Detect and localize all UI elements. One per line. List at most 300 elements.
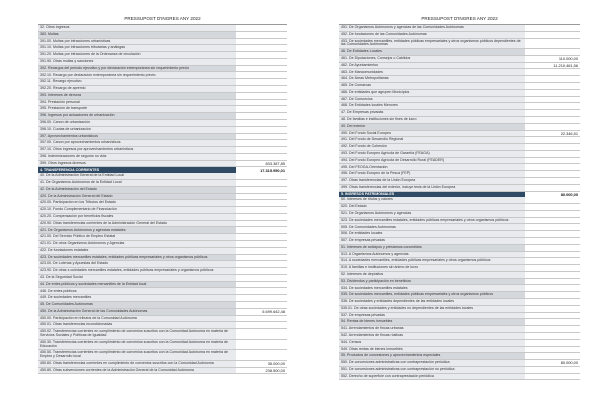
- table-row: [38, 134, 287, 141]
- row-description: 523. De sociedades mercantiles estatales, entidades públicas empresariales y otros organismos públicos: [339, 218, 525, 224]
- row-amount: [525, 90, 580, 96]
- table-row: [38, 268, 287, 275]
- row-description: 420.10. Fondo Complementario de Financiación: [38, 207, 236, 213]
- row-description: 551. De concesiones administrativas con contraprestación no periódica: [339, 367, 525, 373]
- row-description: 552. Derecho de superficie con contraprestación periódica: [339, 374, 525, 380]
- row-amount: [236, 194, 287, 200]
- row-amount: [525, 164, 580, 170]
- row-description: 535. De sociedades mercantiles, entidades públicas empresariales y otros organismos públicos: [339, 292, 525, 298]
- row-description: 421.01. De otros Organismos Autónomos y Agencias: [38, 241, 236, 247]
- row-amount: [236, 39, 287, 45]
- table-row: [339, 97, 580, 104]
- row-amount: [525, 333, 580, 339]
- table-row: [339, 76, 580, 83]
- row-description: 45. De Comunidades Autónomas: [38, 302, 236, 308]
- row-amount: [236, 127, 287, 133]
- row-description: 492. Del Fondo de Cohesión: [339, 144, 525, 150]
- row-description: 5. INGRESOS PATRIMONIALES: [339, 192, 525, 198]
- table-row: [38, 187, 287, 194]
- row-description: 423.90. De otras s ociedades mercantiles estatales, entidades públicas empresariales y organismos públicos: [38, 268, 236, 274]
- row-amount: [525, 83, 580, 89]
- row-description: 423. De sociedades mercantiles estatales, entidades públicas empresariales y otros organismos públicos: [38, 255, 236, 261]
- table-row: [339, 124, 580, 131]
- row-amount: 80.000,00: [560, 360, 578, 366]
- row-amount: [236, 140, 287, 146]
- row-description: 420.00. Participación en los Tributos del Estado: [38, 200, 236, 206]
- row-description: 513. A Organismos Autónomos y agencias: [339, 252, 525, 258]
- row-amount: [525, 252, 580, 258]
- row-description: 395. Prestación de transporte: [38, 106, 236, 112]
- budget-table-left: [38, 24, 287, 374]
- table-row: [38, 329, 287, 340]
- table-row: [38, 214, 287, 221]
- row-description: 52. Intereses de depósitos: [339, 272, 525, 278]
- row-description: 464. De Áreas Metropolitanas: [339, 76, 525, 82]
- table-row: [339, 272, 580, 279]
- row-amount: [525, 258, 580, 264]
- row-description: 505. De Comunidades Autónomas: [339, 224, 525, 230]
- row-amount: [236, 234, 287, 240]
- row-description: 450.00. Participación en tributos de la Comunidad Autónoma: [38, 316, 236, 322]
- table-row: [339, 185, 580, 192]
- row-amount: 80.000,00: [560, 191, 578, 197]
- row-description: 450.60. Otras transferencias corrientes en cumplimiento de convenios suscritos con la Comunidad Autónoma: [38, 361, 236, 367]
- row-description: 493. Del Fondo Europeo Agrícola de Garantía (FEAGA): [339, 151, 525, 157]
- table-row: [339, 56, 580, 63]
- row-amount: [236, 282, 287, 288]
- row-amount: [236, 295, 287, 301]
- table-row: [339, 231, 580, 238]
- table-row: [339, 131, 580, 138]
- row-amount: [236, 52, 287, 58]
- table-row: [38, 282, 287, 289]
- row-amount: [525, 69, 580, 75]
- table-row: [38, 340, 287, 351]
- row-description: 32. Otros ingresos: [38, 25, 236, 31]
- table-row: [38, 79, 287, 86]
- row-amount: [525, 299, 580, 305]
- row-description: 421. De Organismos Autónomos y agencias estatales: [38, 227, 236, 233]
- table-row: [38, 106, 287, 113]
- row-description: 49. Del exterior: [339, 124, 525, 130]
- table-row: [38, 361, 287, 368]
- row-amount: [525, 313, 580, 319]
- row-amount: [525, 197, 580, 203]
- row-amount: [236, 248, 287, 254]
- table-row: [38, 200, 287, 207]
- row-description: 43. De la Seguridad Social: [38, 275, 236, 281]
- table-row: [339, 49, 580, 56]
- table-row: [38, 241, 287, 248]
- row-amount: [236, 86, 287, 92]
- row-amount: [236, 221, 287, 227]
- row-amount: [236, 134, 287, 140]
- table-row: [339, 252, 580, 259]
- row-amount: [236, 350, 287, 360]
- row-amount: 238.500,00: [265, 367, 285, 373]
- row-description: 451. De Organismos Autónomos y agencias de las Comunidades Autónomas: [339, 25, 525, 31]
- row-amount: 17.315.950,01: [260, 167, 285, 173]
- row-amount: [525, 279, 580, 285]
- row-description: 47. De Empresas privadas: [339, 110, 525, 116]
- table-row: [339, 117, 580, 124]
- row-description: 537. De empresas privadas: [339, 313, 525, 319]
- row-amount: [236, 120, 287, 126]
- row-description: 393. Intereses de demora: [38, 93, 236, 99]
- row-amount: [525, 245, 580, 251]
- row-description: 391.90. Otras multas y sanciones: [38, 59, 236, 65]
- row-description: 48. De familias e instituciones sin fines de lucro: [339, 117, 525, 123]
- row-description: 392.11. Recargo ejecutivo: [38, 79, 236, 85]
- table-row: [38, 194, 287, 201]
- row-amount: 11.210.461,56: [553, 62, 578, 68]
- row-amount: [236, 322, 287, 328]
- row-amount: [525, 39, 580, 49]
- table-row: [38, 113, 287, 120]
- row-amount: [236, 93, 287, 99]
- row-description: 506. De entidades locales: [339, 231, 525, 237]
- row-amount: [525, 137, 580, 143]
- row-amount: [525, 353, 580, 359]
- row-amount: [236, 66, 287, 72]
- budget-table-right: [339, 24, 580, 380]
- row-amount: [236, 113, 287, 119]
- row-description: 392.10. Recargo por declaración extemporánea sin requerimiento previo: [38, 72, 236, 78]
- table-row: [38, 302, 287, 309]
- table-row: [339, 299, 580, 306]
- table-row: [339, 367, 580, 374]
- row-description: 450.02. Transferencias corrientes en cumplimiento de convenios suscritos con la Comunidad Autónoma en materia de Servicios Sociales y Políticas de Igualdad: [38, 329, 236, 339]
- right-column: [339, 13, 580, 380]
- table-row: [339, 265, 580, 272]
- row-description: 394. Prestación personal: [38, 100, 236, 106]
- row-description: 519. A familias e instituciones sin ánimo de lucro: [339, 265, 525, 271]
- row-description: 491. Del Fondo de Desarrollo Regional: [339, 137, 525, 143]
- table-row: [38, 221, 287, 228]
- row-description: 397. Aprovechamientos urbanísticos: [38, 134, 236, 140]
- row-description: 541. Arrendamientos de fincas urbanas: [339, 326, 525, 332]
- table-row: [38, 140, 287, 147]
- row-description: 462. De Ayuntamientos: [339, 63, 525, 69]
- row-description: 544. Censos: [339, 340, 525, 346]
- row-amount: [525, 347, 580, 353]
- table-row: [38, 350, 287, 361]
- row-description: 521. De Organismos Autónomos y agencias: [339, 211, 525, 217]
- row-amount: [236, 59, 287, 65]
- row-description: 495. Del FEOGA-Orientación: [339, 164, 525, 170]
- row-description: 452. De fundaciones de las Comunidades Autónomas: [339, 32, 525, 38]
- row-amount: [236, 173, 287, 179]
- row-amount: [236, 154, 287, 160]
- table-row: [339, 164, 580, 171]
- row-description: 550. De concesiones administrativas con contraprestación periódica: [339, 360, 525, 366]
- row-description: 514. A sociedades mercantiles, entidades públicas empresariales y otros organismos públicos: [339, 258, 525, 264]
- row-description: 450. De la Administración General de las Comunidades Autónomas: [38, 309, 236, 315]
- row-description: 398. Indemnizaciones de seguros no vida: [38, 154, 236, 160]
- row-amount: [236, 261, 287, 267]
- row-description: 421.00. Del Servicio Público de Empleo Estatal: [38, 234, 236, 240]
- table-row: [339, 245, 580, 252]
- row-description: 40. De la Administración General de la Entidad Local: [38, 173, 236, 179]
- row-amount: [525, 218, 580, 224]
- row-amount: [525, 110, 580, 116]
- table-row: [339, 83, 580, 90]
- table-row: [38, 173, 287, 180]
- row-amount: [236, 72, 287, 78]
- table-row: [339, 347, 580, 354]
- row-amount: [236, 32, 287, 38]
- row-description: 535.01. De otras sociedades y entidades no dependientes de las entidades locales: [339, 306, 525, 312]
- row-amount: [525, 326, 580, 332]
- row-description: 51. Intereses de anticipos y préstamos concedidos: [339, 245, 525, 251]
- row-description: 496. Del Fondo Europeo de la Pesca (FEP): [339, 171, 525, 177]
- row-description: 450.30. Transferencias corrientes en cumplimiento de convenios suscritos con la Comunidad Autónoma en materia de Educación: [38, 340, 236, 350]
- table-row: [38, 59, 287, 66]
- table-row: [339, 224, 580, 231]
- table-row: [339, 353, 580, 360]
- table-row: [38, 100, 287, 107]
- table-row: [339, 306, 580, 313]
- row-description: 536. De sociedades y entidades dependientes de las entidades locales: [339, 299, 525, 305]
- table-row: [339, 374, 580, 381]
- row-amount: [525, 367, 580, 373]
- row-description: 54. Rentas de bienes inmuebles: [339, 319, 525, 325]
- row-description: 466. De entidades que agrupen Municipios: [339, 90, 525, 96]
- table-row: [38, 45, 287, 52]
- table-row: [339, 39, 580, 50]
- row-amount: [236, 329, 287, 339]
- row-description: 383. Multas: [38, 32, 236, 38]
- row-amount: [236, 255, 287, 261]
- row-description: 392.20. Recargo de apremio: [38, 86, 236, 92]
- table-row: [339, 285, 580, 292]
- table-row: [339, 197, 580, 204]
- row-amount: [236, 288, 287, 294]
- row-amount: [525, 158, 580, 164]
- table-row: [38, 147, 287, 154]
- table-row: [339, 137, 580, 144]
- row-description: 423.00. De Loterías y Apuestas del Estado: [38, 261, 236, 267]
- table-row: [38, 86, 287, 93]
- table-row: [339, 360, 580, 367]
- table-row: [38, 275, 287, 282]
- table-row: [38, 72, 287, 79]
- row-description: 397.10. Otros ingresos por aprovechamientos urbanísticos: [38, 147, 236, 153]
- row-description: 42. De la Administración del Estado: [38, 187, 236, 193]
- row-description: 549. Otras rentas de bienes inmuebles: [339, 347, 525, 353]
- table-row: [38, 309, 287, 316]
- row-amount: [525, 144, 580, 150]
- table-row: [339, 279, 580, 286]
- table-row: [38, 368, 287, 375]
- row-amount: [525, 265, 580, 271]
- table-row: [339, 90, 580, 97]
- table-row: [38, 93, 287, 100]
- page-title-left: PRESSUPOST D'INGRES ANY 2022: [124, 16, 201, 21]
- row-amount: [525, 25, 580, 31]
- table-row: [38, 66, 287, 73]
- row-amount: [236, 187, 287, 193]
- row-amount: [525, 124, 580, 130]
- table-row: [339, 326, 580, 333]
- row-amount: [525, 76, 580, 82]
- table-row: [38, 207, 287, 214]
- row-amount: [525, 117, 580, 123]
- table-row: [38, 25, 287, 32]
- table-row: [339, 158, 580, 165]
- table-row: [339, 319, 580, 326]
- row-amount: 110.000,00: [558, 56, 578, 62]
- row-description: 392. Recargos del periodo ejecutivo y por declaración extemporánea sin requerimiento previo: [38, 66, 236, 72]
- table-row: [339, 178, 580, 185]
- row-description: 4. TRANSFERENCIA CORRIENTES: [38, 167, 236, 173]
- row-description: 396.00. Canon de urbanización: [38, 120, 236, 126]
- row-amount: [525, 238, 580, 244]
- row-description: 420.90. Otras transferencias corrientes de la Administración General del Estado: [38, 221, 236, 227]
- table-row: [38, 32, 287, 39]
- row-description: 463. De Mancomunidades: [339, 69, 525, 75]
- table-row: [339, 258, 580, 265]
- row-description: 420. De la Administración General del Estado: [38, 194, 236, 200]
- row-description: 397.00. Canon por aprovechamientos urbanísticos: [38, 140, 236, 146]
- table-row: [339, 333, 580, 340]
- row-description: 46. De Entidades Locales: [339, 49, 525, 55]
- row-description: 396.10. Cuotas de urbanización: [38, 127, 236, 133]
- row-description: 450.01. Otras transferencias incondicionadas: [38, 322, 236, 328]
- row-description: 542. Arrendamientos de fincas rústicas: [339, 333, 525, 339]
- table-row: [339, 151, 580, 158]
- row-description: 499. Otras transferencias del exterior, incluye tesis de la Unión Europea: [339, 185, 525, 191]
- row-amount: 35.000,00: [267, 360, 285, 366]
- row-description: 490. Del Fondo Social Europeo: [339, 131, 525, 137]
- row-amount: [236, 302, 287, 308]
- row-description: 55. Productos de concesiones y aprovechamientos especiales: [339, 353, 525, 359]
- row-amount: [525, 171, 580, 177]
- row-amount: [525, 285, 580, 291]
- table-row: [38, 120, 287, 127]
- row-amount: [525, 211, 580, 217]
- table-row: [339, 218, 580, 225]
- table-row: [339, 144, 580, 151]
- row-amount: [525, 178, 580, 184]
- table-row: [38, 154, 287, 161]
- row-amount: [525, 292, 580, 298]
- table-row: [38, 322, 287, 329]
- row-amount: [236, 207, 287, 213]
- row-amount: [236, 180, 287, 186]
- row-amount: [236, 214, 287, 220]
- row-amount: [236, 340, 287, 350]
- table-row: [339, 204, 580, 211]
- row-amount: [525, 151, 580, 157]
- row-description: 391.00. Multas por infracciones urbanísticas: [38, 39, 236, 45]
- row-description: 497. Otras transferencias de la Unión Europea: [339, 178, 525, 184]
- row-amount: [525, 272, 580, 278]
- row-description: 53. Dividendos y participación en beneficios: [339, 279, 525, 285]
- row-description: 399. Otros ingresos diversos: [38, 161, 236, 167]
- row-description: 446. De entes públicos: [38, 288, 236, 294]
- table-row: [339, 69, 580, 76]
- row-amount: [236, 268, 287, 274]
- row-amount: 22.346,51: [560, 130, 578, 136]
- row-amount: [525, 103, 580, 109]
- row-description: 449. De sociedades mercantiles: [38, 295, 236, 301]
- table-row: [38, 234, 287, 241]
- table-row: [339, 313, 580, 320]
- row-description: 420.20. Compensación por beneficios fiscales: [38, 214, 236, 220]
- row-amount: [525, 97, 580, 103]
- table-row: [339, 340, 580, 347]
- table-row: [38, 127, 287, 134]
- row-description: 391.10. Multas por infracciones tributarias y análogas: [38, 45, 236, 51]
- row-description: 391.20. Multas por infracciones de la Ordenanza de circulación: [38, 52, 236, 58]
- row-description: 507. De empresas privadas: [339, 238, 525, 244]
- table-row: [38, 316, 287, 323]
- row-amount: [236, 241, 287, 247]
- table-row: [38, 255, 287, 262]
- row-description: 468. De Entidades locales Menores: [339, 103, 525, 109]
- row-amount: [525, 185, 580, 191]
- row-amount: [236, 147, 287, 153]
- table-row: [38, 180, 287, 187]
- row-amount: [236, 45, 287, 51]
- row-description: 534. De sociedades mercantiles estatales: [339, 285, 525, 291]
- row-amount: 833.387,85: [265, 160, 285, 166]
- table-row: [38, 261, 287, 268]
- row-amount: [525, 231, 580, 237]
- row-amount: 5.699.642,48: [262, 308, 285, 314]
- row-amount: [236, 200, 287, 206]
- row-description: 453. De sociedades mercantiles, entidades públicas empresariales y otros organismos públicos dependientes de las Comunidades Autónomas: [339, 39, 525, 49]
- row-amount: [525, 224, 580, 230]
- row-amount: [236, 275, 287, 281]
- row-amount: [236, 100, 287, 106]
- table-row: [38, 227, 287, 234]
- table-row: [38, 248, 287, 255]
- row-amount: [236, 227, 287, 233]
- table-row: [339, 25, 580, 32]
- row-amount: [525, 319, 580, 325]
- table-row: [339, 171, 580, 178]
- row-amount: [236, 25, 287, 31]
- row-description: 41. De Organismos Autónomos de la Entidad Local: [38, 180, 236, 186]
- table-row: [339, 32, 580, 39]
- row-description: 50. Intereses de títulos y valores: [339, 197, 525, 203]
- table-row: [339, 292, 580, 299]
- row-description: 422. De fundaciones estatales: [38, 248, 236, 254]
- row-description: 44. De entes públicos y sociedades mercantiles de la Entidad local: [38, 282, 236, 288]
- row-amount: [236, 106, 287, 112]
- row-description: 461. De Diputaciones, Consejos o Cabildos: [339, 56, 525, 62]
- row-amount: [525, 204, 580, 210]
- table-row: [339, 63, 580, 70]
- table-row: [38, 161, 287, 168]
- row-description: 520. Del Estado: [339, 204, 525, 210]
- row-amount: [236, 79, 287, 85]
- row-description: 396. Ingresos por actuaciones de urbanización: [38, 113, 236, 119]
- row-description: 450.50. Transferencias corrientes en cumplimiento de convenios suscritos con la Comunidad Autónoma en materia de Empleo y Desarrollo local: [38, 350, 236, 360]
- table-row: [339, 103, 580, 110]
- row-amount: [236, 316, 287, 322]
- page-title-right: PRESSUPOST D'INGRES ANY 2022: [421, 16, 498, 21]
- row-description: 467. De Consorcios: [339, 97, 525, 103]
- row-description: 494. Del Fondo Europeo Agrícola de Desarrollo Rural (FEADER): [339, 158, 525, 164]
- row-amount: [525, 306, 580, 312]
- row-amount: [525, 340, 580, 346]
- table-row: [339, 238, 580, 245]
- table-row: [339, 110, 580, 117]
- table-row: [38, 295, 287, 302]
